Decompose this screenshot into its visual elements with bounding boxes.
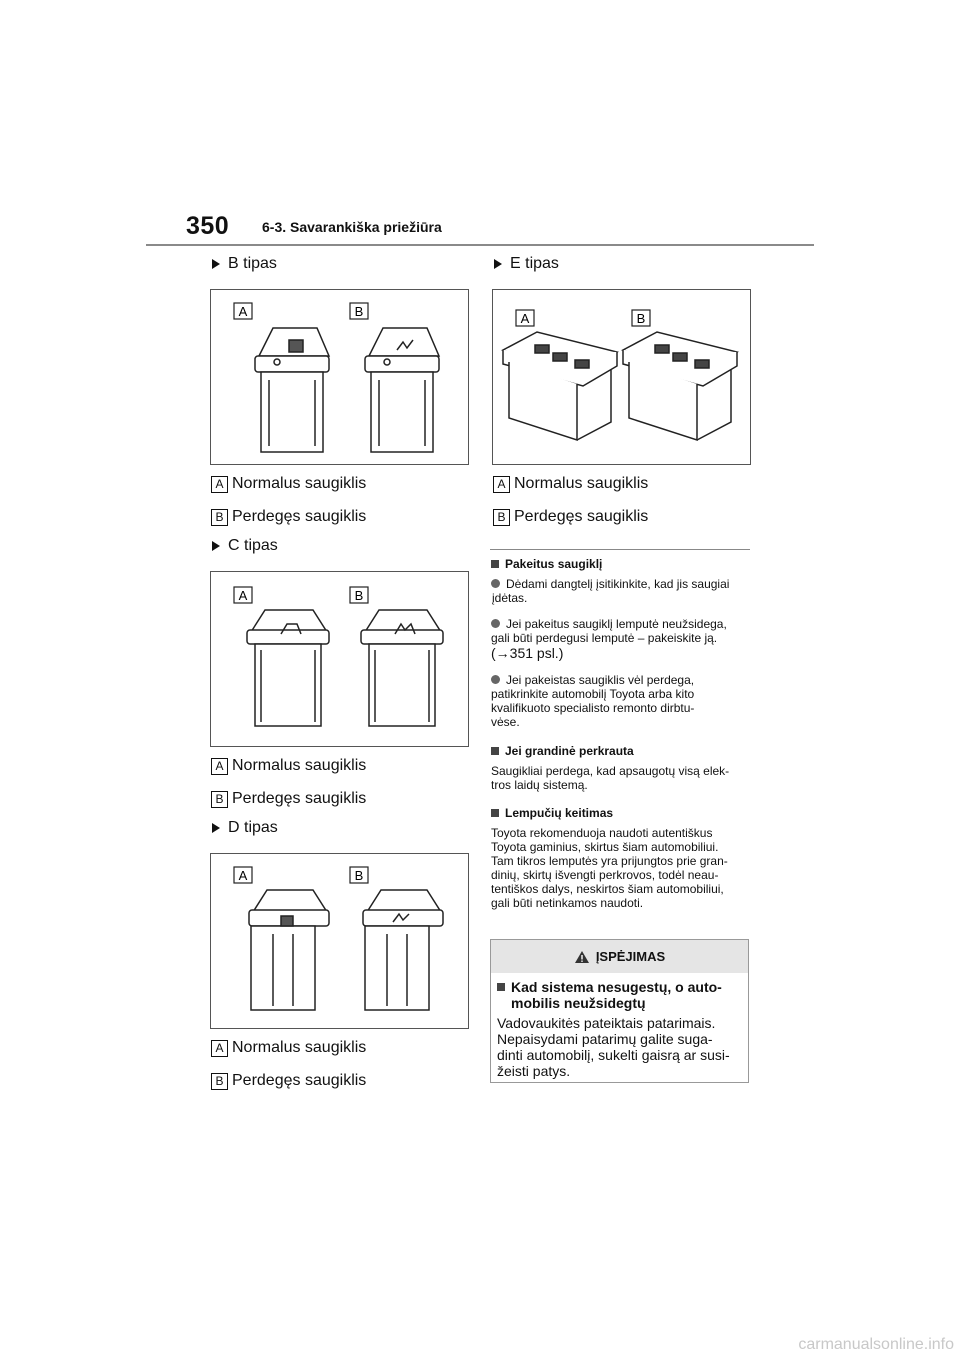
note-title: Lempučių keitimas <box>505 806 614 820</box>
badge-a: A <box>211 476 228 493</box>
bulbs-text <box>491 826 753 910</box>
bullet-3 <box>491 673 751 729</box>
warning-box <box>490 939 749 1083</box>
warning-heading: ĮSPĖJIMAS <box>595 949 666 964</box>
fuse-blown <box>363 890 443 1010</box>
caption-text: Normalus saugiklis <box>514 475 649 492</box>
section-divider <box>490 549 750 550</box>
label-b-text: B <box>354 868 364 883</box>
warning-line: Nepaisydami patarimų galite suga- <box>497 1031 713 1047</box>
note-heading-replaced <box>491 557 602 571</box>
overload-text <box>491 764 753 792</box>
fuse-blown <box>361 610 443 726</box>
caption-d-blown <box>211 1072 366 1090</box>
caption-c-blown <box>211 790 366 808</box>
caption-text: Perdegęs saugiklis <box>232 508 367 525</box>
bullet-1 <box>491 577 751 605</box>
page-number: 350 <box>186 212 230 240</box>
caption-b-normal <box>211 475 366 493</box>
text-line: Toyota gaminius, skirtus šiam automobiliui. <box>491 840 719 854</box>
round-bullet-icon <box>491 675 500 684</box>
round-bullet-icon <box>491 619 500 628</box>
label-a-text: A <box>238 588 248 603</box>
badge-b: B <box>211 791 228 808</box>
figure-type-d <box>210 853 469 1029</box>
note-title: Jei grandinė perkrauta <box>505 744 634 758</box>
warning-title <box>491 973 748 1011</box>
fuse-normal <box>503 332 617 440</box>
square-bullet-icon <box>491 747 499 755</box>
header-rule <box>146 244 814 246</box>
triangle-marker-icon <box>212 541 220 551</box>
warning-title-line: Kad sistema nesugestų, o auto- <box>511 979 722 995</box>
type-b-label: B tipas <box>228 255 277 272</box>
bullet-line: vėse. <box>491 715 520 729</box>
type-d-heading <box>212 819 278 837</box>
caption-d-normal <box>211 1039 366 1057</box>
badge-a: A <box>493 476 510 493</box>
chapter-title: 6-3. Savarankiška priežiūra <box>262 219 442 235</box>
square-bullet-icon <box>497 983 505 991</box>
fuse-blown <box>365 328 439 452</box>
triangle-marker-icon <box>494 259 502 269</box>
warning-line: Vadovaukitės pateiktais patarimais. <box>497 1015 716 1031</box>
caption-text: Perdegęs saugiklis <box>514 508 649 525</box>
type-e-label: E tipas <box>510 255 559 272</box>
watermark: carmanualsonline.info <box>798 1336 954 1353</box>
fuse-normal <box>249 890 329 1010</box>
fuse-blown <box>623 332 737 440</box>
bullet-line: kvalifikuoto specialisto remonto dirbtu- <box>491 701 695 715</box>
caption-text: Perdegęs saugiklis <box>232 1072 367 1089</box>
bullet-line: įdėtas. <box>492 591 528 605</box>
label-a-text: A <box>520 311 530 326</box>
bullet-line: gali būti perdegusi lemputė – pakeiskite ją. <box>491 631 718 645</box>
type-b-heading <box>212 255 277 273</box>
text-line: gali būti netinkamos naudoti. <box>491 896 644 910</box>
square-bullet-icon <box>491 560 499 568</box>
figure-type-c <box>210 571 469 747</box>
label-b-text: B <box>636 311 646 326</box>
note-title: Pakeitus saugiklį <box>505 557 603 571</box>
warning-line: žeisti patys. <box>497 1063 571 1079</box>
type-e-heading <box>494 255 559 273</box>
figure-type-e <box>492 289 751 465</box>
triangle-marker-icon <box>212 259 220 269</box>
badge-b: B <box>211 509 228 526</box>
text-line: dinių, skirtų išvengti perkrovos, todėl neau- <box>491 868 719 882</box>
fuse-d-illustration <box>211 854 468 1028</box>
caption-e-normal <box>493 475 648 493</box>
note-heading-overload <box>491 744 634 758</box>
bullet-line: patikrinkite automobilį Toyota arba kito <box>491 687 695 701</box>
type-c-label: C tipas <box>228 537 278 554</box>
label-b-text: B <box>354 304 364 319</box>
badge-a: A <box>211 1040 228 1057</box>
bullet-line: Jei pakeistas saugiklis vėl perdega, <box>506 673 695 687</box>
label-a-text: A <box>238 304 248 319</box>
warning-triangle-icon <box>574 950 590 964</box>
figure-type-b <box>210 289 469 465</box>
badge-b: B <box>493 509 510 526</box>
text-line: Toyota rekomenduoja naudoti autentiškus <box>491 826 713 840</box>
bullet-line: Dėdami dangtelį įsitikinkite, kad jis saugiai <box>506 577 730 591</box>
text-line: Tam tikros lemputės yra prijungtos prie gran- <box>491 854 728 868</box>
caption-text: Normalus saugiklis <box>232 757 367 774</box>
fuse-normal <box>247 610 329 726</box>
caption-text: Perdegęs saugiklis <box>232 790 367 807</box>
warning-body <box>491 1011 748 1079</box>
text-line: tentiškos dalys, neskirtos šiam automobiliui, <box>491 882 724 896</box>
warning-line: dinti automobilį, sukelti gaisrą ar susi- <box>497 1047 730 1063</box>
warning-title-line: mobilis neužsidegtų <box>511 995 646 1011</box>
fuse-normal <box>255 328 329 452</box>
round-bullet-icon <box>491 579 500 588</box>
caption-b-blown <box>211 508 366 526</box>
text-line: Saugikliai perdega, kad apsaugotų visą elek- <box>491 764 730 778</box>
caption-c-normal <box>211 757 366 775</box>
badge-b: B <box>211 1073 228 1090</box>
label-a-text: A <box>238 868 248 883</box>
type-d-label: D tipas <box>228 819 278 836</box>
fuse-b-illustration <box>211 290 468 464</box>
note-heading-bulbs <box>491 806 613 820</box>
triangle-marker-icon <box>212 823 220 833</box>
badge-a: A <box>211 758 228 775</box>
fuse-e-illustration <box>493 290 750 464</box>
fuse-c-illustration <box>211 572 468 746</box>
page-reference: (→351 psl.) <box>491 645 564 661</box>
text-line: tros laidų sistemą. <box>491 778 588 792</box>
square-bullet-icon <box>491 809 499 817</box>
label-b-text: B <box>354 588 364 603</box>
caption-text: Normalus saugiklis <box>232 475 367 492</box>
bullet-line: Jei pakeitus saugiklį lemputė neužsidega, <box>506 617 727 631</box>
bullet-2 <box>491 617 751 662</box>
type-c-heading <box>212 537 278 555</box>
caption-e-blown <box>493 508 648 526</box>
caption-text: Normalus saugiklis <box>232 1039 367 1056</box>
warning-header <box>491 940 748 973</box>
